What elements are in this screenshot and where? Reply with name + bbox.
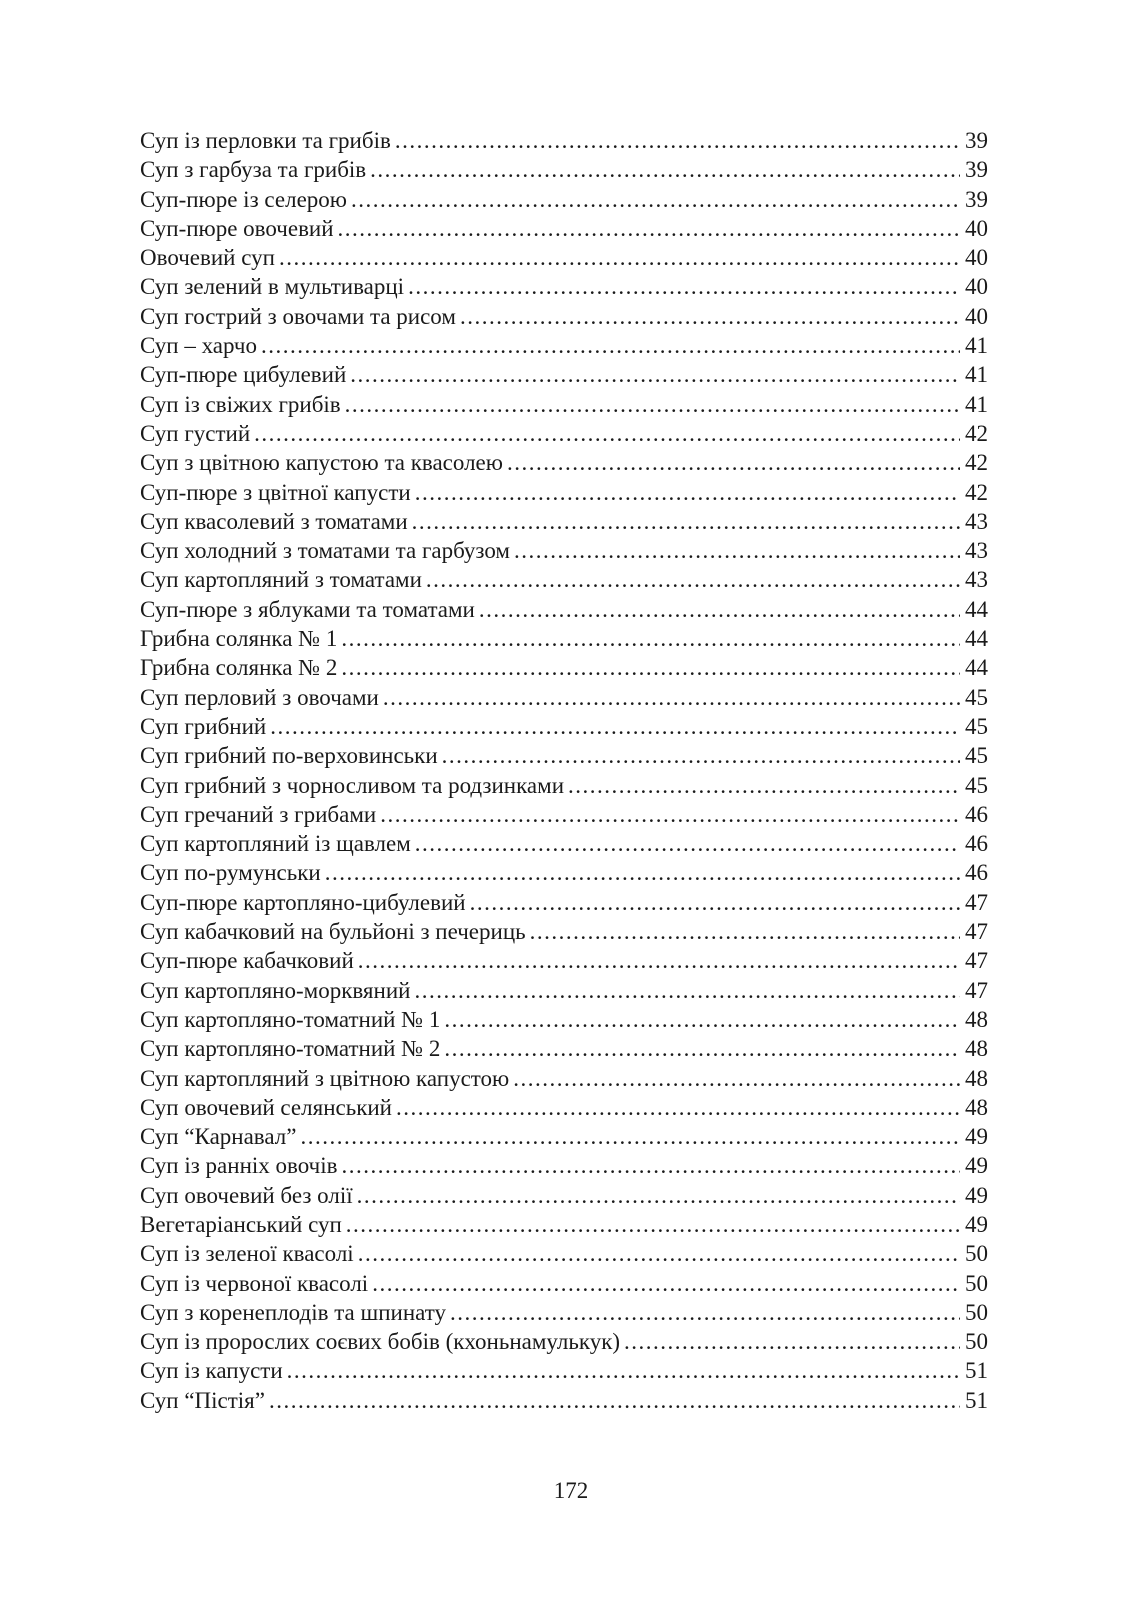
toc-entry (140, 624, 988, 653)
toc-dots-leader (279, 243, 960, 272)
toc-entry (140, 946, 988, 975)
toc-entry-page: 44 (965, 655, 988, 681)
toc-dots-leader (460, 302, 960, 331)
toc-entry-page: 48 (965, 1006, 988, 1032)
toc-entry-page: 45 (965, 684, 988, 710)
toc-dots-leader (395, 126, 960, 155)
toc-dots-leader (383, 683, 960, 712)
toc-entry-page: 41 (965, 362, 988, 388)
toc-entry (140, 712, 988, 741)
toc-entry (140, 155, 988, 184)
toc-entry-title: Суп картопляно-томатний № 2 (140, 1036, 441, 1062)
toc-entry (140, 595, 988, 624)
toc-dots-leader (444, 1034, 960, 1063)
toc-entry-title: Суп овочевий без олії (140, 1182, 353, 1208)
toc-entry-page: 48 (965, 1065, 988, 1091)
toc-entry-page: 50 (965, 1241, 988, 1267)
toc-dots-leader (444, 1005, 960, 1034)
toc-entry (140, 829, 988, 858)
toc-dots-leader (479, 595, 960, 624)
toc-entry-page: 40 (965, 303, 988, 329)
toc-dots-leader (470, 888, 960, 917)
toc-entry (140, 1181, 988, 1210)
toc-entry (140, 272, 988, 301)
page-number-footer: 172 (553, 1478, 589, 1503)
toc-entry-page: 45 (965, 772, 988, 798)
toc-dots-leader (350, 360, 960, 389)
toc-entry-title: Суп картопляний із щавлем (140, 831, 411, 857)
toc-entry (140, 1386, 988, 1415)
toc-entry-title: Суп картопляний з цвітною капустою (140, 1065, 510, 1091)
toc-entry-title: Суп з цвітною капустою та квасолею (140, 450, 503, 476)
toc-entry-title: Суп “Пістія” (140, 1387, 265, 1413)
toc-dots-leader (513, 1064, 960, 1093)
toc-entry (140, 1356, 988, 1385)
toc-dots-leader (351, 185, 960, 214)
toc-dots-leader (346, 1210, 960, 1239)
toc-entry-title: Суп квасолевий з томатами (140, 508, 408, 534)
toc-entry-page: 47 (965, 948, 988, 974)
toc-entry-title: Суп грибний по-верховинськи (140, 743, 438, 769)
toc-entry-page: 47 (965, 889, 988, 915)
toc-entry (140, 1034, 988, 1063)
toc-entry-title: Суп із свіжих грибів (140, 391, 341, 417)
toc-dots-leader (261, 331, 960, 360)
toc-entry-page: 43 (965, 538, 988, 564)
toc-entry (140, 771, 988, 800)
toc-entry-page: 44 (965, 596, 988, 622)
toc-list (140, 126, 988, 1415)
toc-entry-page: 40 (965, 215, 988, 241)
toc-entry-title: Суп картопляно-томатний № 1 (140, 1006, 441, 1032)
toc-dots-leader (372, 1269, 960, 1298)
toc-dots-leader (568, 771, 960, 800)
toc-entry-title: Суп-пюре з цвітної капусти (140, 479, 411, 505)
toc-dots-leader (412, 507, 960, 536)
toc-entry (140, 976, 988, 1005)
toc-entry-title: Суп із ранніх овочів (140, 1153, 338, 1179)
toc-entry (140, 507, 988, 536)
toc-entry (140, 1093, 988, 1122)
toc-entry-title: Суп з коренеплодів та шпинату (140, 1299, 447, 1325)
toc-dots-leader (341, 1151, 960, 1180)
toc-entry (140, 683, 988, 712)
toc-entry-page: 42 (965, 450, 988, 476)
toc-entry-title: Суп із червоної квасолі (140, 1270, 369, 1296)
toc-entry-title: Суп “Карнавал” (140, 1124, 297, 1150)
toc-entry-page: 47 (965, 977, 988, 1003)
toc-entry (140, 741, 988, 770)
toc-dots-leader (450, 1298, 960, 1327)
toc-entry-title: Суп з гарбуза та грибів (140, 157, 367, 183)
toc-entry (140, 1151, 988, 1180)
toc-dots-leader (380, 800, 960, 829)
toc-entry-title: Суп зелений в мультиварці (140, 274, 405, 300)
toc-entry-title: Суп густий (140, 420, 251, 446)
toc-entry-title: Суп картопляний з томатами (140, 567, 422, 593)
toc-entry-page: 43 (965, 508, 988, 534)
toc-dots-leader (338, 214, 960, 243)
toc-entry-page: 39 (965, 186, 988, 212)
toc-entry-page: 48 (965, 1036, 988, 1062)
toc-entry (140, 1210, 988, 1239)
toc-entry-page: 45 (965, 743, 988, 769)
toc-entry-title: Суп грибний (140, 713, 267, 739)
toc-entry-title: Суп із капусти (140, 1358, 283, 1384)
toc-entry-page: 44 (965, 626, 988, 652)
toc-entry-page: 50 (965, 1270, 988, 1296)
toc-entry (140, 448, 988, 477)
toc-entry (140, 419, 988, 448)
toc-entry-page: 41 (965, 333, 988, 359)
toc-entry (140, 360, 988, 389)
toc-entry-title: Суп із перловки та грибів (140, 128, 391, 153)
toc-dots-leader (507, 448, 960, 477)
toc-entry-page: 51 (965, 1358, 988, 1384)
toc-entry-title: Суп-пюре картопляно-цибулевий (140, 889, 466, 915)
toc-entry-title: Грибна солянка № 2 (140, 655, 338, 681)
toc-dots-leader (530, 917, 960, 946)
toc-dots-leader (426, 565, 960, 594)
toc-entry-page: 40 (965, 274, 988, 300)
toc-dots-leader (341, 624, 960, 653)
toc-entry-title: Суп-пюре овочевий (140, 215, 334, 241)
toc-entry (140, 1239, 988, 1268)
toc-dots-leader (358, 946, 960, 975)
toc-entry-page: 40 (965, 245, 988, 271)
toc-entry-title: Суп із пророслих соєвих бобів (кхоньнамулькук) (140, 1329, 621, 1355)
toc-entry-page: 42 (965, 420, 988, 446)
toc-entry-page: 43 (965, 567, 988, 593)
toc-entry-page: 48 (965, 1094, 988, 1120)
toc-dots-leader (254, 419, 960, 448)
toc-entry (140, 1122, 988, 1151)
toc-entry (140, 858, 988, 887)
toc-dots-leader (415, 829, 960, 858)
toc-entry (140, 243, 988, 272)
toc-dots-leader (300, 1122, 960, 1151)
toc-entry (140, 653, 988, 682)
toc-dots-leader (414, 976, 960, 1005)
toc-entry-page: 49 (965, 1211, 988, 1237)
toc-entry-title: Суп гречаний з грибами (140, 801, 377, 827)
toc-dots-leader (370, 155, 960, 184)
toc-entry (140, 185, 988, 214)
toc-entry-page: 49 (965, 1153, 988, 1179)
toc-dots-leader (345, 390, 960, 419)
toc-entry-page: 39 (965, 128, 988, 153)
toc-dots-leader (408, 272, 960, 301)
toc-entry (140, 478, 988, 507)
toc-entry-page: 42 (965, 479, 988, 505)
toc-entry (140, 1064, 988, 1093)
toc-dots-leader (357, 1181, 960, 1210)
toc-entry (140, 536, 988, 565)
toc-entry-page: 51 (965, 1387, 988, 1413)
toc-dots-leader (341, 653, 960, 682)
toc-entry (140, 800, 988, 829)
toc-entry (140, 1298, 988, 1327)
toc-entry-page: 46 (965, 860, 988, 886)
toc-entry-page: 50 (965, 1329, 988, 1355)
toc-entry-title: Суп – харчо (140, 333, 257, 359)
toc-entry-page: 49 (965, 1182, 988, 1208)
toc-entry-page: 49 (965, 1124, 988, 1150)
toc-entry-page: 39 (965, 157, 988, 183)
toc-entry-title: Суп холодний з томатами та гарбузом (140, 538, 510, 564)
toc-entry-title: Суп гострий з овочами та рисом (140, 303, 456, 329)
toc-entry-page: 46 (965, 801, 988, 827)
toc-entry (140, 126, 988, 155)
toc-entry-title: Суп-пюре цибулевий (140, 362, 347, 388)
toc-entry-title: Суп із зеленої квасолі (140, 1241, 354, 1267)
toc-entry-title: Суп перловий з овочами (140, 684, 379, 710)
toc-entry (140, 302, 988, 331)
toc-dots-leader (325, 858, 960, 887)
toc-dots-leader (358, 1239, 960, 1268)
toc-entry (140, 1005, 988, 1034)
toc-entry-page: 50 (965, 1299, 988, 1325)
toc-entry (140, 331, 988, 360)
toc-entry (140, 888, 988, 917)
toc-entry-title: Суп-пюре із селерою (140, 186, 347, 212)
toc-entry-title: Суп овочевий селянський (140, 1094, 392, 1120)
toc-entry-title: Суп кабачковий на бульйоні з печериць (140, 919, 526, 945)
toc-entry-title: Вегетаріанський суп (140, 1211, 342, 1237)
toc-entry-title: Грибна солянка № 1 (140, 626, 338, 652)
toc-entry-title: Суп-пюре кабачковий (140, 948, 354, 974)
toc-dots-leader (624, 1327, 960, 1356)
toc-entry-title: Суп по-румунськи (140, 860, 321, 886)
toc-entry-page: 47 (965, 919, 988, 945)
toc-entry-page: 46 (965, 831, 988, 857)
toc-dots-leader (442, 741, 960, 770)
toc-dots-leader (415, 478, 960, 507)
toc-entry (140, 214, 988, 243)
toc-dots-leader (514, 536, 960, 565)
toc-entry-title: Суп картопляно-морквяний (140, 977, 411, 1003)
toc-entry (140, 390, 988, 419)
toc-entry-page: 41 (965, 391, 988, 417)
toc-dots-leader (396, 1093, 960, 1122)
toc-entry (140, 1269, 988, 1298)
toc-dots-leader (269, 1386, 960, 1415)
toc-entry (140, 917, 988, 946)
toc-entry-title: Суп-пюре з яблуками та томатами (140, 596, 475, 622)
toc-dots-leader (287, 1356, 960, 1385)
toc-entry-title: Овочевий суп (140, 245, 275, 271)
toc-entry (140, 1327, 988, 1356)
toc-entry (140, 565, 988, 594)
toc-dots-leader (270, 712, 960, 741)
toc-entry-title: Суп грибний з чорносливом та родзинками (140, 772, 565, 798)
toc-entry-page: 45 (965, 713, 988, 739)
